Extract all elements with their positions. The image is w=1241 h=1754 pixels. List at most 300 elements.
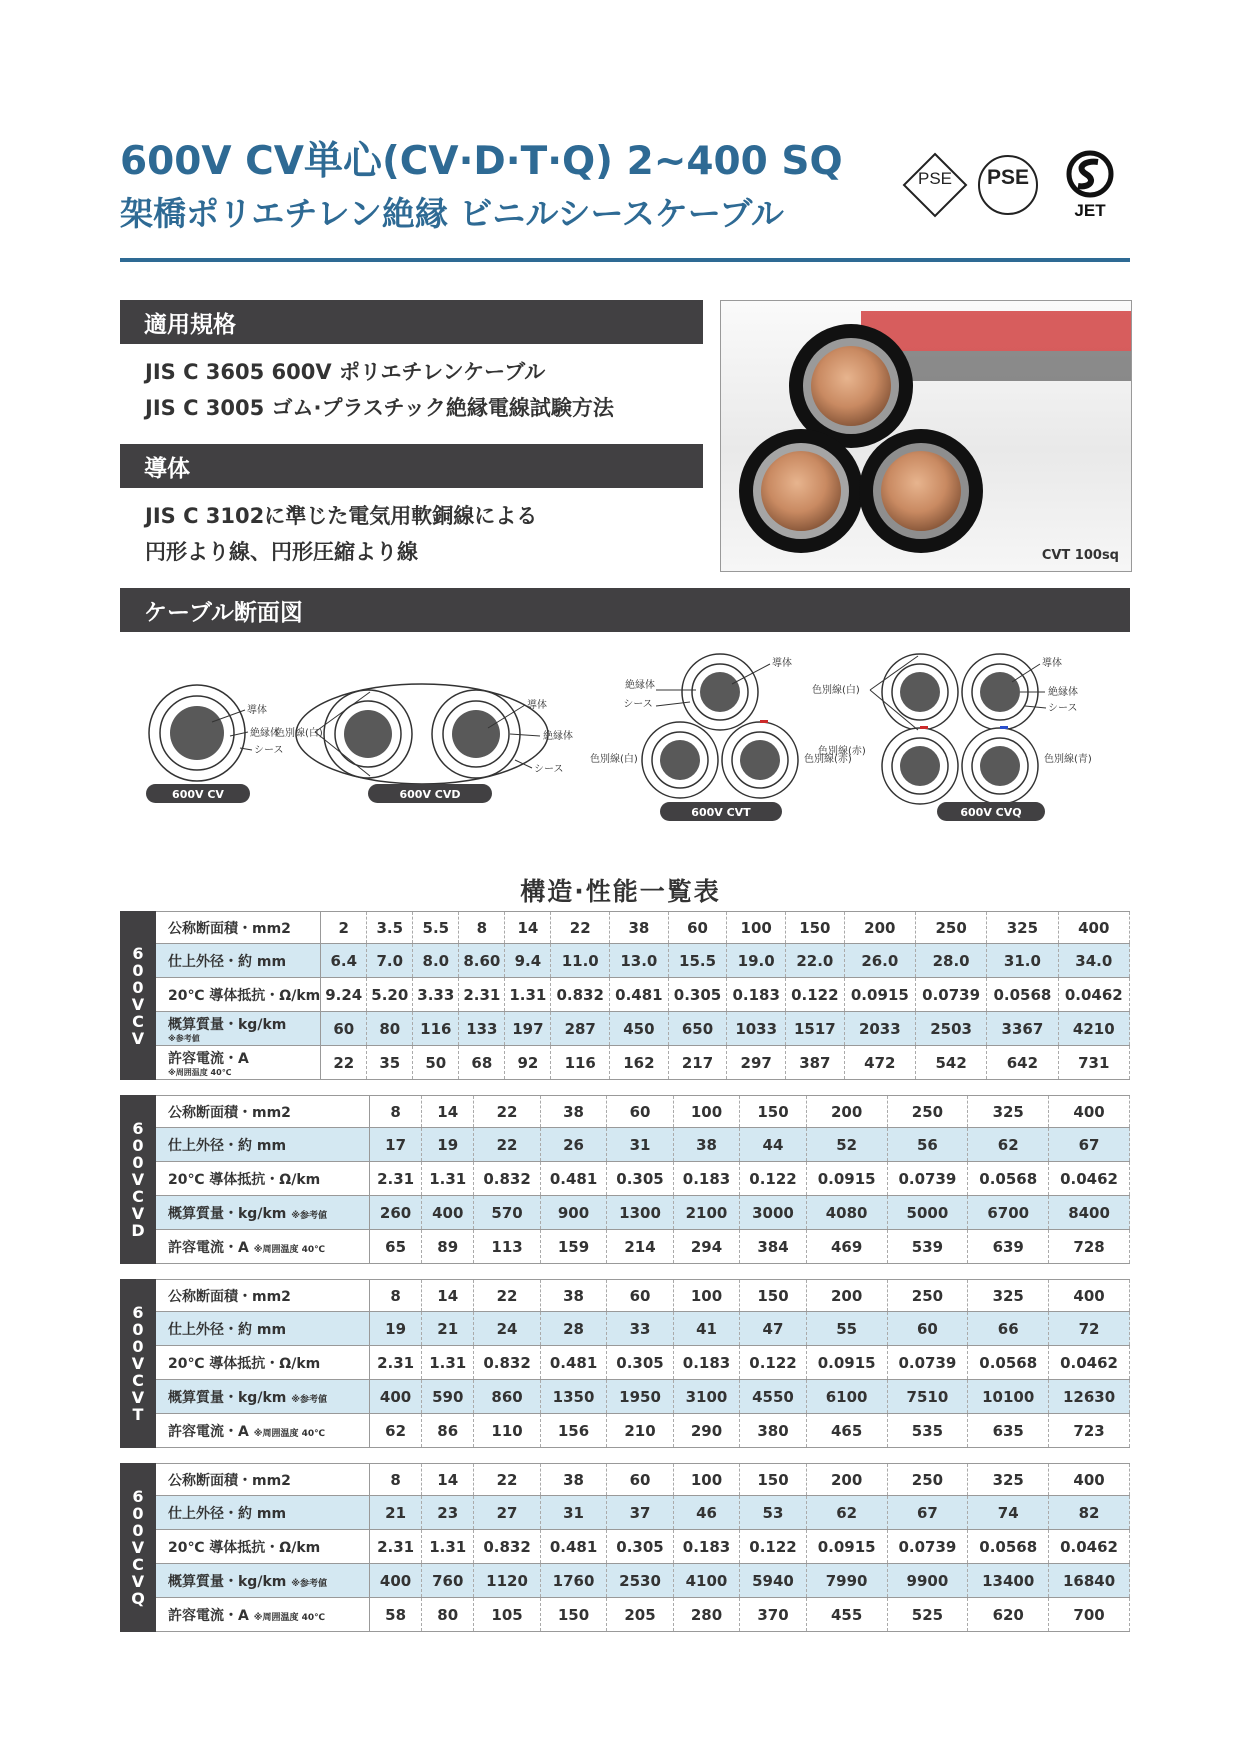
- table-row: [121, 1128, 1130, 1162]
- table-cell: 2.31: [459, 978, 505, 1012]
- table-cell: 535: [887, 1414, 968, 1448]
- table-cell: 7.0: [367, 944, 413, 978]
- cvq-color-white-label: 色別線(白): [812, 685, 860, 696]
- table-cell: 67: [1049, 1128, 1130, 1162]
- table-cell: 65: [370, 1230, 422, 1264]
- table-cell: 2.31: [370, 1162, 422, 1196]
- table-cell: 5940: [740, 1564, 806, 1598]
- table-cell: 217: [668, 1046, 727, 1080]
- cvq-conductor-label: 導体: [1042, 658, 1062, 669]
- table-cell: 200: [806, 1280, 887, 1312]
- row-label-text: 20℃ 導体抵抗・Ω/km: [168, 1171, 321, 1188]
- table-row: [121, 1162, 1130, 1196]
- table-cell: 60: [668, 912, 727, 944]
- table-cell: 14: [422, 1096, 474, 1128]
- row-label: [156, 1496, 370, 1530]
- table-cell: 0.832: [551, 978, 610, 1012]
- row-label: [156, 1128, 370, 1162]
- table-cell: 53: [740, 1496, 806, 1530]
- table-cell: 1.31: [422, 1346, 474, 1380]
- table-cell: 34.0: [1058, 944, 1129, 978]
- table-cell: 6100: [806, 1380, 887, 1414]
- table-cell: 0.481: [540, 1162, 606, 1196]
- table-cell: 92: [505, 1046, 551, 1080]
- table-cell: 11.0: [551, 944, 610, 978]
- standards-text: [145, 354, 614, 426]
- cvd-conductor-label: 導体: [527, 700, 547, 711]
- row-label: [156, 1530, 370, 1564]
- table-cell: 15.5: [668, 944, 727, 978]
- table-cell: 731: [1058, 1046, 1129, 1080]
- spec-table-cvd-body: [121, 1096, 1130, 1264]
- table-cell: 3100: [673, 1380, 739, 1414]
- table-cell: 72: [1049, 1312, 1130, 1346]
- table-cell: 22: [474, 1128, 540, 1162]
- table-cell: 7510: [887, 1380, 968, 1414]
- table-cell: 0.0568: [987, 978, 1058, 1012]
- table-cell: 35: [367, 1046, 413, 1080]
- table-cell: 465: [806, 1414, 887, 1448]
- table-cell: 0.0568: [968, 1162, 1049, 1196]
- table-cell: 23: [422, 1496, 474, 1530]
- cv-insulation-label: 絶縁体: [250, 728, 280, 739]
- table-cell: 200: [806, 1096, 887, 1128]
- table-cell: 0.305: [607, 1346, 673, 1380]
- table-cell: 1033: [727, 1012, 786, 1046]
- table-cell: 116: [413, 1012, 459, 1046]
- row-note: ※参考値: [168, 1034, 200, 1043]
- table-cell: 2033: [844, 1012, 915, 1046]
- cv-diagram: [146, 685, 284, 803]
- row-label: [156, 1312, 370, 1346]
- table-cell: 8: [370, 1280, 422, 1312]
- table-cell: 400: [1049, 1280, 1130, 1312]
- pse-diamond-text: PSE: [917, 169, 953, 188]
- table-cell: 0.0568: [968, 1530, 1049, 1564]
- table-side-label-600v-cvt: 6 0 0 V C V T: [121, 1280, 156, 1448]
- table-cell: 38: [540, 1464, 606, 1496]
- table-cell: 200: [806, 1464, 887, 1496]
- table-cell: 2.31: [370, 1346, 422, 1380]
- table-cell: 8: [370, 1096, 422, 1128]
- table-cell: 116: [551, 1046, 610, 1080]
- table-cell: 542: [915, 1046, 986, 1080]
- table-cell: 133: [459, 1012, 505, 1046]
- table-cell: 370: [740, 1598, 806, 1632]
- table-cell: 113: [474, 1230, 540, 1264]
- table-cell: 37: [607, 1496, 673, 1530]
- row-label-text: 概算質量・kg/km: [168, 1389, 287, 1406]
- table-cell: 280: [673, 1598, 739, 1632]
- table-cell: 0.183: [673, 1346, 739, 1380]
- table-cell: 2100: [673, 1196, 739, 1230]
- table-cell: 62: [370, 1414, 422, 1448]
- table-cell: 900: [540, 1196, 606, 1230]
- table-cell: 41: [673, 1312, 739, 1346]
- table-cell: 9900: [887, 1564, 968, 1598]
- row-label: [156, 1012, 321, 1046]
- table-cell: 1300: [607, 1196, 673, 1230]
- photo-caption: CVT 100sq: [1041, 548, 1119, 563]
- table-row: [121, 1046, 1130, 1080]
- table-cell: 0.0462: [1058, 978, 1129, 1012]
- table-cell: 525: [887, 1598, 968, 1632]
- cvt-color-red-label: 色別線(赤): [804, 754, 852, 765]
- row-label: [156, 1096, 370, 1128]
- table-cell: 9.24: [321, 978, 367, 1012]
- table-cell: 150: [540, 1598, 606, 1632]
- table-row: [121, 1280, 1130, 1312]
- table-cell: 22: [321, 1046, 367, 1080]
- table-row: [121, 1496, 1130, 1530]
- table-cell: 60: [607, 1280, 673, 1312]
- table-cell: 0.0915: [806, 1346, 887, 1380]
- table-cell: 0.0462: [1049, 1162, 1130, 1196]
- table-cell: 620: [968, 1598, 1049, 1632]
- row-note: ※周囲温度 40℃: [253, 1612, 326, 1623]
- table-row: [121, 1196, 1130, 1230]
- table-cell: 469: [806, 1230, 887, 1264]
- table-cell: 2.31: [370, 1530, 422, 1564]
- table-cell: 4210: [1058, 1012, 1129, 1046]
- table-cell: 0.183: [673, 1162, 739, 1196]
- table-cell: 639: [968, 1230, 1049, 1264]
- table-cell: 570: [474, 1196, 540, 1230]
- table-row: [121, 1012, 1130, 1046]
- table-cell: 33: [607, 1312, 673, 1346]
- table-cell: 22: [474, 1280, 540, 1312]
- table-cell: 723: [1049, 1414, 1130, 1448]
- row-label-text: 仕上外径・約 mm: [168, 953, 287, 970]
- table-cell: 60: [607, 1464, 673, 1496]
- table-cell: 4080: [806, 1196, 887, 1230]
- cv-sheath-label: シース: [254, 745, 284, 756]
- cable-cross-section-diagram: [120, 650, 1130, 825]
- table-cell: 325: [968, 1464, 1049, 1496]
- table-cell: 8: [370, 1464, 422, 1496]
- conductor-line-2: 円形より線、円形圧縮より線: [145, 540, 418, 564]
- row-label-text: 仕上外径・約 mm: [168, 1505, 287, 1522]
- row-label-text: 公称断面積・mm2: [168, 1104, 291, 1121]
- table-cell: 400: [422, 1196, 474, 1230]
- table-row: [121, 1230, 1130, 1264]
- table-cell: 250: [887, 1280, 968, 1312]
- table-cell: 250: [887, 1464, 968, 1496]
- cvd-insulation-label: 絶縁体: [543, 731, 573, 742]
- table-row: [121, 1464, 1130, 1496]
- row-label: [156, 1162, 370, 1196]
- table-cell: 250: [887, 1096, 968, 1128]
- table-row: [121, 1312, 1130, 1346]
- table-row: [121, 1414, 1130, 1448]
- table-cell: 14: [422, 1464, 474, 1496]
- certification-marks: [900, 150, 1130, 220]
- table-cell: 294: [673, 1230, 739, 1264]
- cvq-color-red-label: 色別線(赤): [818, 746, 866, 757]
- cvd-diagram: [275, 684, 573, 803]
- table-cell: 1.31: [422, 1530, 474, 1564]
- table-cell: 0.0915: [806, 1530, 887, 1564]
- table-row: [121, 1530, 1130, 1564]
- table-side-label-600v-cvq: 6 0 0 V C V Q: [121, 1464, 156, 1632]
- table-cell: 0.0739: [915, 978, 986, 1012]
- row-label-text: 概算質量・kg/km: [168, 1017, 287, 1033]
- table-cell: 1.31: [505, 978, 551, 1012]
- table-cell: 380: [740, 1414, 806, 1448]
- row-label: [156, 1346, 370, 1380]
- table-cell: 162: [610, 1046, 669, 1080]
- cvd-sheath-label: シース: [534, 764, 564, 775]
- table-cell: 150: [740, 1096, 806, 1128]
- table-row: [121, 944, 1130, 978]
- table-cell: 1950: [607, 1380, 673, 1414]
- table-cell: 1350: [540, 1380, 606, 1414]
- row-note: ※参考値: [291, 1578, 327, 1589]
- cv-conductor-label: 導体: [247, 705, 267, 716]
- table-cell: 1760: [540, 1564, 606, 1598]
- row-label-text: 許容電流・A: [168, 1239, 249, 1256]
- table-cell: 0.832: [474, 1530, 540, 1564]
- row-label: [156, 1564, 370, 1598]
- table-cell: 19.0: [727, 944, 786, 978]
- table-cell: 80: [422, 1598, 474, 1632]
- cvt-badge: 600V CVT: [691, 806, 751, 819]
- table-cell: 0.0739: [887, 1346, 968, 1380]
- table-cell: 1.31: [422, 1162, 474, 1196]
- table-cell: 80: [367, 1012, 413, 1046]
- table-cell: 0.0915: [844, 978, 915, 1012]
- table-cell: 60: [887, 1312, 968, 1346]
- table-cell: 3.5: [367, 912, 413, 944]
- table-row: [121, 1346, 1130, 1380]
- cvq-color-blue-label: 色別線(青): [1044, 754, 1092, 765]
- cable-photo: [720, 300, 1132, 572]
- cvd-badge: 600V CVD: [399, 788, 461, 801]
- row-label: [156, 1414, 370, 1448]
- row-label-text: 公称断面積・mm2: [168, 1472, 291, 1489]
- table-cell: 8.60: [459, 944, 505, 978]
- row-label-text: 許容電流・A: [168, 1607, 249, 1624]
- table-cell: 50: [413, 1046, 459, 1080]
- table-cell: 150: [740, 1464, 806, 1496]
- pse-circle-mark: [979, 156, 1037, 214]
- table-cell: 290: [673, 1414, 739, 1448]
- row-label-text: 概算質量・kg/km: [168, 1205, 287, 1222]
- row-label-text: 公称断面積・mm2: [168, 920, 291, 937]
- table-cell: 0.122: [740, 1346, 806, 1380]
- table-cell: 2: [321, 912, 367, 944]
- spec-table-cvd: [120, 1095, 1130, 1264]
- table-cell: 205: [607, 1598, 673, 1632]
- table-cell: 62: [806, 1496, 887, 1530]
- table-cell: 22: [551, 912, 610, 944]
- table-cell: 26: [540, 1128, 606, 1162]
- row-label: [156, 1598, 370, 1632]
- title-divider: [120, 258, 1130, 262]
- table-cell: 210: [607, 1414, 673, 1448]
- table-cell: 44: [740, 1128, 806, 1162]
- spec-table-cv: [120, 911, 1130, 1080]
- page-title: [120, 136, 843, 240]
- table-row: [121, 978, 1130, 1012]
- table-cell: 472: [844, 1046, 915, 1080]
- cvq-badge: 600V CVQ: [960, 806, 1022, 819]
- table-cell: 0.183: [673, 1530, 739, 1564]
- table-cell: 0.832: [474, 1162, 540, 1196]
- row-note: ※周囲温度 40℃: [253, 1244, 326, 1255]
- row-label-text: 許容電流・A: [168, 1051, 249, 1067]
- table-cell: 14: [505, 912, 551, 944]
- pse-circle-text: PSE: [986, 166, 1030, 189]
- table-cell: 0.0568: [968, 1346, 1049, 1380]
- title-line-1: 600V CV単心(CV·D·T·Q) 2~400 SQ: [120, 139, 843, 184]
- table-cell: 0.183: [727, 978, 786, 1012]
- table-cell: 260: [370, 1196, 422, 1230]
- table-cell: 0.832: [474, 1346, 540, 1380]
- table-cell: 7990: [806, 1564, 887, 1598]
- jet-logo: [1069, 153, 1111, 220]
- table-cell: 8400: [1049, 1196, 1130, 1230]
- table-cell: 450: [610, 1012, 669, 1046]
- cv-badge: 600V CV: [172, 788, 224, 801]
- standards-line-1: JIS C 3605 600V ポリエチレンケーブル: [145, 360, 546, 384]
- table-cell: 156: [540, 1414, 606, 1448]
- table-cell: 150: [786, 912, 845, 944]
- table-cell: 21: [370, 1496, 422, 1530]
- table-cell: 86: [422, 1414, 474, 1448]
- table-cell: 400: [370, 1380, 422, 1414]
- row-label-text: 20℃ 導体抵抗・Ω/km: [168, 1539, 321, 1556]
- row-note: ※周囲温度 40℃: [253, 1428, 326, 1439]
- table-cell: 2503: [915, 1012, 986, 1046]
- cvt-insulation-label: 絶縁体: [625, 680, 655, 691]
- table-cell: 0.0462: [1049, 1530, 1130, 1564]
- table-cell: 60: [607, 1096, 673, 1128]
- row-label: [156, 1280, 370, 1312]
- cross-section-heading: ケーブル断面図: [120, 588, 1130, 632]
- table-cell: 400: [370, 1564, 422, 1598]
- table-cell: 17: [370, 1128, 422, 1162]
- table-cell: 28: [540, 1312, 606, 1346]
- table-cell: 455: [806, 1598, 887, 1632]
- table-cell: 66: [968, 1312, 1049, 1346]
- table-cell: 100: [727, 912, 786, 944]
- table-cell: 0.122: [740, 1162, 806, 1196]
- table-cell: 55: [806, 1312, 887, 1346]
- spec-table-cvt-body: [121, 1280, 1130, 1448]
- table-cell: 0.305: [668, 978, 727, 1012]
- table-cell: 287: [551, 1012, 610, 1046]
- row-label: [156, 944, 321, 978]
- table-cell: 38: [540, 1096, 606, 1128]
- table-cell: 325: [968, 1280, 1049, 1312]
- table-cell: 58: [370, 1598, 422, 1632]
- conductor-line-1: JIS C 3102に準じた電気用軟銅線による: [145, 504, 538, 528]
- table-cell: 13400: [968, 1564, 1049, 1598]
- table-row: [121, 1564, 1130, 1598]
- table-row: [121, 1096, 1130, 1128]
- table-cell: 0.481: [610, 978, 669, 1012]
- table-cell: 400: [1049, 1464, 1130, 1496]
- table-cell: 5.20: [367, 978, 413, 1012]
- table-cell: 0.122: [786, 978, 845, 1012]
- table-cell: 4100: [673, 1564, 739, 1598]
- table-cell: 8.0: [413, 944, 459, 978]
- table-side-label-600v-cvd: 6 0 0 V C V D: [121, 1096, 156, 1264]
- table-cell: 12630: [1049, 1380, 1130, 1414]
- table-cell: 0.0739: [887, 1162, 968, 1196]
- cvt-color-white-label: 色別線(白): [590, 754, 638, 765]
- table-row: [121, 1380, 1130, 1414]
- table-cell: 19: [370, 1312, 422, 1346]
- cvt-diagram: [590, 654, 852, 821]
- table-cell: 860: [474, 1380, 540, 1414]
- cvq-diagram: [812, 654, 1092, 821]
- table-cell: 27: [474, 1496, 540, 1530]
- table-cell: 16840: [1049, 1564, 1130, 1598]
- table-cell: 0.305: [607, 1530, 673, 1564]
- table-cell: 325: [987, 912, 1058, 944]
- row-label: [156, 1230, 370, 1264]
- table-cell: 159: [540, 1230, 606, 1264]
- standards-line-2: JIS C 3005 ゴム·プラスチック絶縁電線試験方法: [145, 396, 614, 420]
- table-cell: 387: [786, 1046, 845, 1080]
- table-cell: 60: [321, 1012, 367, 1046]
- table-cell: 31.0: [987, 944, 1058, 978]
- row-label: [156, 1046, 321, 1080]
- table-cell: 3000: [740, 1196, 806, 1230]
- table-cell: 74: [968, 1496, 1049, 1530]
- row-label-text: 許容電流・A: [168, 1423, 249, 1440]
- table-cell: 0.481: [540, 1530, 606, 1564]
- table-cell: 642: [987, 1046, 1058, 1080]
- table-cell: 19: [422, 1128, 474, 1162]
- row-label-text: 20℃ 導体抵抗・Ω/km: [168, 987, 321, 1004]
- table-cell: 110: [474, 1414, 540, 1448]
- row-label-text: 仕上外径・約 mm: [168, 1137, 287, 1154]
- table-cell: 3.33: [413, 978, 459, 1012]
- table-cell: 24: [474, 1312, 540, 1346]
- table-cell: 46: [673, 1496, 739, 1530]
- table-cell: 9.4: [505, 944, 551, 978]
- table-cell: 47: [740, 1312, 806, 1346]
- table-cell: 13.0: [610, 944, 669, 978]
- table-cell: 28.0: [915, 944, 986, 978]
- row-note: ※参考値: [291, 1394, 327, 1405]
- table-cell: 0.0462: [1049, 1346, 1130, 1380]
- table-cell: 0.0739: [887, 1530, 968, 1564]
- cvd-color-line-label: 色別線(白): [275, 728, 323, 739]
- table-cell: 22: [474, 1096, 540, 1128]
- table-cell: 5.5: [413, 912, 459, 944]
- table-cell: 0.122: [740, 1530, 806, 1564]
- table-cell: 56: [887, 1128, 968, 1162]
- cvq-sheath-label: シース: [1048, 703, 1078, 714]
- table-cell: 22.0: [786, 944, 845, 978]
- row-note: ※参考値: [291, 1210, 327, 1221]
- table-cell: 650: [668, 1012, 727, 1046]
- table-cell: 22: [474, 1464, 540, 1496]
- table-cell: 67: [887, 1496, 968, 1530]
- table-cell: 52: [806, 1128, 887, 1162]
- table-cell: 635: [968, 1414, 1049, 1448]
- standards-heading: 適用規格: [120, 300, 703, 344]
- table-cell: 8: [459, 912, 505, 944]
- table-cell: 214: [607, 1230, 673, 1264]
- spec-table-cvq-body: [121, 1464, 1130, 1632]
- cvt-conductor-label: 導体: [772, 658, 792, 669]
- table-cell: 590: [422, 1380, 474, 1414]
